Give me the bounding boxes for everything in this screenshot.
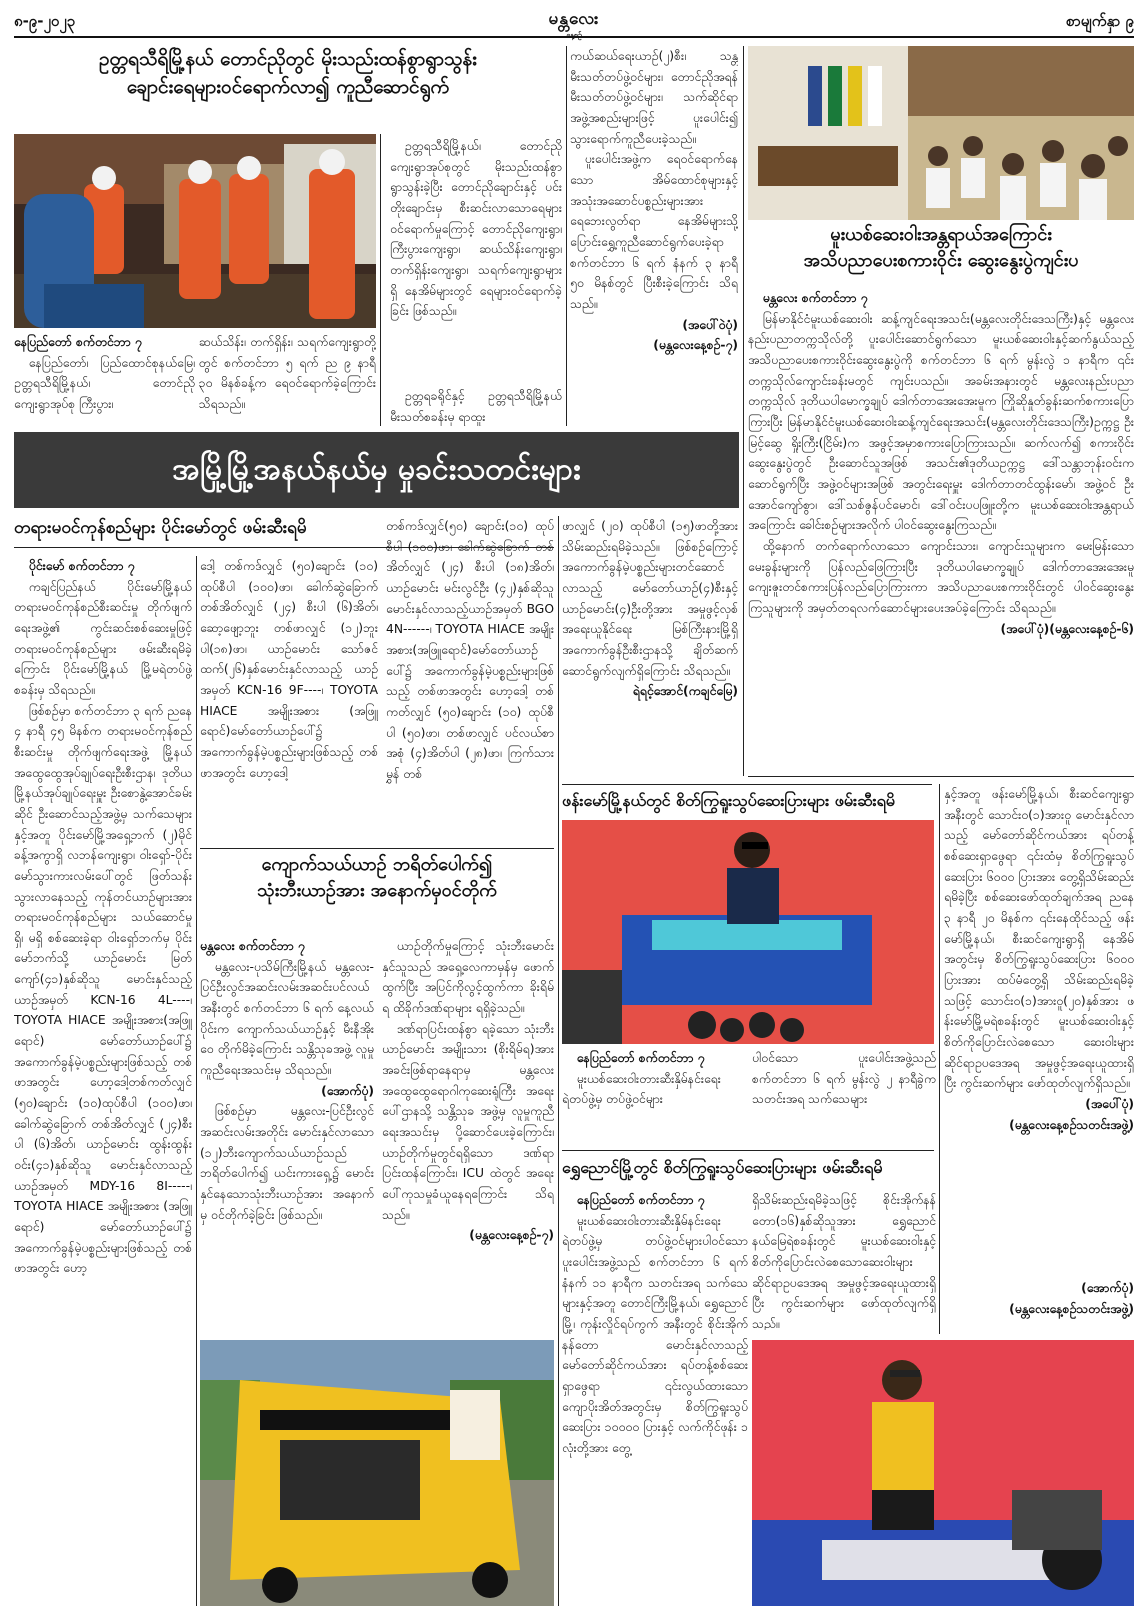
story2-headline: [748, 222, 1134, 284]
story5-col1: [562, 1048, 748, 1144]
story4-headline: [200, 852, 554, 932]
story1-photo-credit: (အပေါ်ဝဲပုံ): [682, 317, 738, 332]
story6-byline: နေပြည်တော် စက်တင်ဘာ ၇: [576, 1193, 705, 1207]
logo-subtext: နေ့စဉ်: [566, 30, 582, 39]
story1-col1: [14, 332, 376, 424]
story4-col1: [200, 936, 374, 1332]
story5-col1b: [752, 1048, 936, 1144]
story3-col1: [14, 556, 192, 1606]
story3-col2: [200, 556, 378, 844]
story5-text: မူးယစ်ဆေးဝါးတားဆီးနှိမ်နင်းရေးရဲတပ်ဖွဲ့မှ တပ်ဖွဲ့ဝင်များ: [562, 1071, 721, 1107]
page-header: [14, 8, 1134, 38]
column-rule: [743, 46, 744, 776]
column-rule: [939, 784, 940, 1334]
story1-col2-cont: [390, 386, 562, 426]
story1-col2: [390, 136, 562, 384]
story2-source: (အပေါ်ပုံ)(မန္တလေးနေ့စဉ်-၆): [1000, 621, 1134, 636]
story5-byline: နေပြည်တော် စက်တင်ဘာ ၇: [576, 1051, 705, 1065]
issue-date: ၈-၉-၂၀၂၃: [14, 12, 76, 30]
story5-col2: [944, 784, 1134, 1272]
story2-text2: ထို့နောက် တက်ရောက်လာသော ကျောင်းသား၊ ကျောင်းသူများက မေးမြန်းသောမေးခွန်းများကို ပြန်လည်ဖြေကြားပြီး ဒုတိယပါမောက္ခချုပ် ဒေါက်တာအေးအေးမူ ကျေးဇူးတင်စကားပြန်လည်ပြောကြားကာ အသိပညာပေးစကားဝိုင်းတွင် ပါဝင်ဆွေးနွေးကြသူများကို အမှတ်တရလက်ဆောင်များပေးအပ်ခဲ့ကြောင်း သိရသည်။: [748, 538, 1134, 615]
story6-photo-credit: (အောက်ပုံ): [1081, 1281, 1134, 1295]
story3-col3-text: တစ်ကဒ်လျှင်(၅၀) ချောင်း(၁၀) ထုပ်စီပါ (၁၀၀)ဖာ၊ ခေါက်ဆွဲခြောက် တစ်အိတ်လျှင် (၂၄) စီးပါ (၁၈)အိတ်၊ ယာဉ်မောင်း မင်းလွင်ဦး (၄၂)နှစ်ဆိုသူ မောင်းနှင်လာသည့်ယာဉ်အမှတ် BGO 4N------၊ TOYOTA HIACE အမျိုးအစား(အဖြူရောင်)မော်တော်ယာဉ်ပေါ်၌ အကောက်ခွန်မဲ့ပစ္စည်းများဖြစ်သည့် တစ်ဖာအတွင်း ဟော့ဒေါ့ တစ်ကတ်လျှင် (၅၀)ချောင်း (၁၀) ထုပ်စီပါ (၅၀)ဖာ၊ တစ်ဖာလျှင် ပင်လယ်စာအစုံ (၄)အိတ်ပါ (၂၈)ဖာ၊ ကြက်သားမွှန် တစ်: [386, 519, 554, 781]
column-rule: [566, 46, 567, 426]
row-rule: [200, 848, 554, 849]
story1-col3-text: ကယ်ဆယ်ရေးယာဉ်(၂)စီး၊ သန္တမီးသတ်တပ်ဖွဲ့ဝင်များ၊ တောင်ညိုအရန်မီးသတ်တပ်ဖွဲ့ဝင်များ၊ သက်ဆိုင်ရာအဖွဲ့အစည်းများဖြင့် ပူးပေါင်း၍ သွားရောက်ကူညီပေးခဲ့သည်။: [570, 49, 738, 146]
story6-col2: [752, 1190, 936, 1330]
story5-text-b: ပါဝင်သော ပူးပေါင်းအဖွဲ့သည် စက်တင်ဘာ ၆ ရက် မွန်းလွဲ ၂ နာရီခွဲက သတင်းအရ သက်သေများ: [752, 1051, 936, 1107]
story2-byline: မန္တလေး စက်တင်ဘာ ၇: [762, 291, 868, 305]
crime-news-banner: အမြို့မြို့အနယ်နယ်မှ မှုခင်းသတင်းများ: [14, 432, 739, 508]
story2-headline-line2: အသိပညာပေးစကားဝိုင်း ဆွေးနွေးပွဲကျင်းပ: [803, 250, 1079, 272]
story6-text: မူးယစ်ဆေးဝါးတားဆီးနှိမ်နင်းရေးရဲတပ်ဖွဲ့မှ တပ်ဖွဲ့ဝင်များပါဝင်သော ပူးပေါင်းအဖွဲ့သည် စက်တင်ဘာ ၆ ရက် နံနက် ၁၁ နာရီက သတင်းအရ သက်သေများနှင့်အတူ တောင်ကြီးမြို့နယ်၊ ရွှေညောင်မြို့၊ ကုန်းလှိုင်ရပ်ကွက် အနီးတွင် စိုင်းအိုက်နန်တော မောင်းနှင်လာသည့် မော်တော်ဆိုင်ကယ်အား ရပ်တန့်စစ်ဆေးရှာဖွေရာ ၎င်းလွယ်ထားသော ကျောပိုးအိတ်အတွင်းမှ စိတ်ကြွရူးသွပ်ဆေးပြား ၁၀၀၀၀ ပြားနှင့် လက်ကိုင်ဖုန်း ၁ လုံးတို့အား တွေ့: [562, 1213, 748, 1455]
story1-photo-rescue-workers: [14, 134, 376, 328]
logo-text: မန္တလေး: [548, 9, 600, 29]
story4-source: (မန္တလေးနေ့စဉ်-၇): [469, 1228, 554, 1243]
story1-col2-bottom: ဥတ္တရခရိုင်နှင့် ဥတ္တရသီရိမြို့နယ် မီးသတ်စခန်းမှ ရာထူး: [390, 389, 562, 424]
story1-col3-text2: ပူးပေါင်းအဖွဲ့က ရေဝင်ရောက်နေသော အိမ်ထောင်စုများနှင့် အသုံးအဆောင်ပစ္စည်းများအား ရေဘေးလွတ်ရာ နေအိမ်များသို့ ပြောင်းရွှေ့ကူညီဆောင်ရွက်ပေးခဲ့ရာ စက်တင်ဘာ ၆ ရက် နံနက် ၃ နာရီ ၅၀ မိနစ်တွင် ပြီးစီးခဲ့ကြောင်း သိရသည်။: [570, 152, 738, 311]
story4-byline: မန္တလေး စက်တင်ဘာ ၇: [200, 939, 305, 953]
story5-source: (မန္တလေးနေ့စဉ်သတင်းအဖွဲ့): [1009, 1117, 1134, 1132]
story2-text: မြန်မာနိုင်ငံမူးယစ်ဆေးဝါး ဆန့်ကျင်ရေးအသင်း(မန္တလေးတိုင်းဒေသကြီး)နှင့် မန္တလေးနည်းပညာတက္ကသိုလ်တို့ ပူးပေါင်းဆောင်ရွက်သော မူးယစ်ဆေးဝါးနှင့်ဆက်နွယ်သည့် အသိပညာပေးစကားဝိုင်းဆွေးနွေးပွဲကို စက်တင်ဘာ ၆ ရက် မွန်းလွဲ ၁ နာရီက ၎င်းတက္ကသိုလ်ကျောင်းခန်းမတွင် ကျင်းပသည်။ အခမ်းအနားတွင် မန္တလေးနည်းပညာတက္ကသိုလ် ဒုတိယပါမောက္ခချုပ် ဒေါက်တာအေးအေးမူက ကြိုဆိုနှုတ်ခွန်းဆက်စကားပြောကြားပြီး မြန်မာနိုင်ငံမူးယစ်ဆေးဝါးဆန့်ကျင်ရေးအသင်း(မန္တလေးတိုင်းဒေသကြီး)ဥက္ကဋ္ဌ ဦးမြင့်ဆွေ ရှိုးကြီး(ငြိမ်း)က အဖွင့်အမှာစကားပြောကြားသည်။ ဆက်လက်၍ စကားဝိုင်းဆွေးနွေးပွဲတွင် ဦးဆောင်သူအဖြစ် အသင်း၏ဒုတိယဥက္ကဋ္ဌ ဒေါ်သန္တာဘုန်းဝင်းကဆောင်ရွက်ပြီး အဖွဲ့ဝင်များအဖြစ် အတွင်းရေးမှူး ဒေါက်တာတင်ထွန်းမော်၊ အဖွဲ့ဝင် ဦးအောင်ကျော်စွာ၊ ဒေါ်သစ်ဇွန်ပင်မောင်၊ ဒေါ်ဝင်းပပဖြူးတို့က မူးယစ်ဆေးဝါးအန္တရာယ်အကြောင်း ခေါင်းစဉ်များအလိုက် ပါဝင်ဆွေးနွေးကြသည်။: [748, 311, 1134, 533]
story4-headline-line2: သုံးဘီးယာဉ်အား အနောက်မှဝင်တိုက်: [257, 880, 497, 902]
column-rule: [558, 516, 559, 1606]
story5-col2-text: နှင့်အတူ ဖန်းမော်မြို့နယ်၊ စီးဆင်ကျေးရွာအနီးတွင် သောင်းဝ(၁)အားဝူ မောင်းနှင်လာသည့် မော်တော်ဆိုင်ကယ်အား ရပ်တန့်စစ်ဆေးရှာဖွေရာ ၎င်းထံမှ စိတ်ကြွရူးသွပ်ဆေးပြား ၆၀၀၀ ပြားအား တွေ့ရှိသိမ်းဆည်းရမိခဲ့ပြီး စစ်ဆေးဖော်ထုတ်ချက်အရ ညနေ ၃ နာရီ ၂၀ မိနစ်က ၎င်းနေထိုင်သည့် ဖန်းမော်မြို့နယ်၊ စီးဆင်ကျေးရွာရှိ နေအိမ်အတွင်းမှ စိတ်ကြွရူးသွပ်ဆေးပြား ၆၀၀၀ ပြားအား ထပ်မံတွေ့ရှိ သိမ်းဆည်းရမိခဲ့သဖြင့် သောင်းဝ(၁)အားဝူ(၂၀)နှစ်အား ဖန်းမော်မြို့မရဲစခန်းတွင် မူးယစ်ဆေးဝါးနှင့် စိတ်ကိုပြောင်းလဲစေသော ဆေးဝါးများဆိုင်ရာဥပဒေအရ အမှုဖွင့်အရေးယူထားရှိပြီး ကွင်းဆက်များ ဖော်ထုတ်လျက်ရှိသည်။: [944, 787, 1134, 1091]
story5-headline-text: ဖန်းမော်မြို့နယ်တွင် စိတ်ကြွရူးသွပ်ဆေးပြားများ ဖမ်းဆီးရမိ: [562, 791, 895, 810]
story3-col2-text: ဒေါ့ တစ်ကဒ်လျှင် (၅၀)ချောင်း (၁၀) ထုပ်စီပါ (၁၀၀)ဖာ၊ ခေါက်ဆွဲခြောက် တစ်အိတ်လျှင် (၂၄) စီးပါ (၆)အိတ်၊ ဆော့ဖျော့ဘူး တစ်ဖာလျှင် (၁၂)ဘူးပါ(၁၈)ဖာ၊ ယာဉ်မောင်း သော်ဇင်ထက်(၂၆)နှစ်မောင်းနှင်လာသည့် ယာဉ်အမှတ် KCN-16 9F----၊ TOYOTA HIACE အမျိုးအစား (အဖြူရောင်)မော်တော်ယာဉ်ပေါ်၌ အကောက်ခွန်မဲ့ပစ္စည်းများဖြစ်သည့် တစ်ဖာအတွင်း ဟော့ဒေါ့: [200, 559, 378, 780]
story4-text: မန္တလေး-ပုသိမ်ကြီးမြို့နယ် မန္တလေး-ပြင်ဦးလွင်အဆင်းလမ်းအဆင်းပင်လယ်အနီးတွင် စက်တင်ဘာ ၆ ရက် နေ့လယ်ပိုင်းက ကျောက်သယ်ယာဉ်နှင့် မီးနီအိုးဝေ တိုက်မိခဲ့ကြောင်း သန္တိသုခအဖွဲ့ လူမှုကူညီရေးအသင်းမှ သိရသည်။: [200, 959, 374, 1077]
column-rule: [196, 556, 197, 1606]
story3-text: ကချင်ပြည်နယ် ပိုင်းမော်မြို့နယ် တရားမဝင်ကုန်စည်စီးဆင်းမှု တိုက်ဖျက်ရေးအဖွဲ့၏ ကွင်းဆင်းစစ်ဆေးမှုဖြင့် တရားမဝင်ကုန်စည်များ ဖမ်းဆီးရမိခဲ့ကြောင်း ပိုင်းမော်မြို့နယ် မြို့မရဲတပ်ဖွဲ့စခန်းမှ သိရသည်။: [14, 579, 192, 697]
story5-headline: [562, 784, 932, 814]
story1-headline: [14, 46, 562, 130]
masthead-logo: [519, 8, 629, 39]
story3-col4: [562, 516, 738, 778]
story6-source: (မန္တလေးနေ့စဉ်သတင်းအဖွဲ့): [1009, 1301, 1134, 1316]
story4-photo-credit: (အောက်ပုံ): [321, 1083, 374, 1098]
story3-col3: [386, 516, 554, 844]
story4-headline-line1: ကျောက်သယ်ယာဉ် ဘရိတ်ပေါက်၍: [261, 854, 493, 875]
story4-text2: ဖြစ်စဉ်မှာ မန္တလေး-ပြင်ဦးလွင်အဆင်းလမ်းအတိုင်း မောင်းနှင်လာသော (၁၂)ဘီးကျောက်သယ်ယာဉ်သည် ဘရိတ်ပေါက်၍ ယင်းကားရှေ့၌ မောင်းနှင်နေသောသုံးဘီးယာဉ်အား အနောက်မှ ဝင်တိုက်ခဲ့ခြင်း ဖြစ်သည်။: [200, 1104, 374, 1222]
story4-col2-text: ယာဉ်တိုက်မှုကြောင့် သုံးဘီးမောင်းနှင်သူသည် အရှေ့လေကာမှန်မှ ဖောက်ထွက်ပြီး အပြင်ကိုလွင့်ထွက်ကာ ခိုးရိမ်ရ ထိခိုက်ဒဏ်ရာများ ရရှိခဲ့သည်။: [382, 939, 554, 1015]
story1-source: (မန္တလေးနေ့စဉ်-၇): [653, 338, 738, 353]
story1-headline-line2: ချောင်းရေများဝင်ရောက်လာ၍ ကူညီဆောင်ရွက်: [126, 75, 450, 98]
story1-headline-line1: ဥတ္တရသီရိမြို့နယ် တောင်ညိုတွင် မိုးသည်းထန်စွာရွာသွန်း: [99, 48, 477, 70]
story3-text2: ဖြစ်စဉ်မှာ စက်တင်ဘာ ၃ ရက် ညနေ ၄ နာရီ ၄၅ မိနစ်က တရားမဝင်ကုန်စည်စီးဆင်းမှု တိုက်ဖျက်ရေးအဖွဲ့ မြို့နယ်အထွေထွေအုပ်ချုပ်ရေးဦးစီးဌာန၊ ဒုတိယမြို့နယ်အုပ်ချုပ်ရေးမှူး ဦးစောနွဲ့အောင်ခမ်းဆိုင် ဦးဆောင်သည့်အဖွဲ့မှ သက်သေများနှင့်အတူ ပိုင်းမော်မြို့အရှေ့ဘက် (၂)မိုင်ခန့်အကွာရှိ လဘန်ကျေးရွာ၊ ဝါးရှော်-ပိုင်းမော်သွားကားလမ်းပေါ်တွင် ဖြတ်သန်းသွားလာနေသည့် ကုန်တင်ယာဉ်များအား တရားမဝင်ကုန်စည်များ သယ်ဆောင်မှု ရှိ၊ မရှိ စစ်ဆေးခဲ့ရာ ဝါးရှော်ဘက်မှ ပိုင်းမော်ဘက်သို့ ယာဉ်မောင်း မြတ်ကျော်(၄၁)နှစ်ဆိုသူ မောင်းနှင်သည့် ယာဉ်အမှတ် KCN-16 4L----၊ TOYOTA HIACE အမျိုးအစား(အဖြူရောင်) မော်တော်ယာဉ်ပေါ်၌ အကောက်ခွန်မဲ့ပစ္စည်းများဖြစ်သည့် တစ်ဖာအတွင်း ဟော့ဒေါ့တစ်ကတ်လျှင် (၅၀)ချောင်း (၁၀)ထုပ်စီပါ (၁၀၀)ဖာ၊ ခေါက်ဆွဲခြောက် တစ်အိတ်လျှင် (၂၄)စီးပါ (၆)အိတ်၊ ယာဉ်မောင်း ထွန်းထွန်းဝင်း(၄၁)နှစ်ဆိုသူ မောင်းနှင်လာသည့် ယာဉ်အမှတ် MDY-16 8I-----၊ TOYOTA HIACE အမျိုးအစား (အဖြူရောင်) မော်တော်ယာဉ်ပေါ်၌ အကောက်ခွန်မဲ့ပစ္စည်းများဖြစ်သည့် တစ်ဖာအတွင်း ဟော့: [14, 703, 192, 1276]
story6-headline: [562, 1150, 934, 1182]
story5-photo-credit: (အပေါ်ပုံ): [1085, 1096, 1134, 1111]
story3-byline: ပိုင်းမော် စက်တင်ဘာ ၇: [28, 559, 135, 573]
story5-photo-seized-pills: [562, 820, 934, 1044]
story1-col2-text: ဥတ္တရသီရိမြို့နယ်၊ တောင်ညိုကျေးရွာအုပ်စုတွင် မိုးသည်းထန်စွာရွာသွန်းခဲ့ပြီး တောင်ညိုချောင်းနှင့် ပင်းတိုးချောင်းမှ စီးဆင်းလာသောရေများဝင်ရောက်မှုကြောင့် တောင်ညိုကျေးရွာ၊ ကြီးပွားကျေးရွာ၊ ဆယ်သိန်းကျေးရွာ၊ တက်ရှိန်းကျေးရွာ၊ သရက်ကျေးရွာများရှိ နေအိမ်များတွင် ရေများဝင်ရောက်ခဲ့ခြင်း ဖြစ်သည်။: [390, 139, 562, 319]
story3-source: ရဲရင့်အောင်(ကချင်မြေ): [632, 684, 738, 699]
story4-col2: [382, 936, 554, 1332]
story2-photo-seminar: [748, 46, 1134, 220]
story6-col2-text: ရှိသိမ်းဆည်းရမိခဲ့သဖြင့် စိုင်းအိုက်နန်တော(၁၆)နှစ်ဆိုသူအား ရွှေညောင်နယ်မြေရဲစခန်းတွင် မူးယစ်ဆေးဝါးနှင့် စိတ်ကိုပြောင်းလဲစေသောဆေးဝါးများဆိုင်ရာဥပဒေအရ အမှုဖွင့်အရေးယူထားရှိပြီး ကွင်းဆက်များ ဖော်ထုတ်လျက်ရှိသည်။: [752, 1193, 936, 1330]
story1-col3: [570, 46, 738, 424]
story2-body: [748, 288, 1134, 774]
story1-col1-right: ဆယ်သိန်း၊ တက်ရှိန်း၊ သရက်ကျေးရွာတို့တွင် စက်တင်ဘာ ၅ ရက် ည ၉ နာရီ ၃၀ မိနစ်ခန့်က ရေဝင်ရောက်ခဲ့ကြောင်း သိရသည်။: [198, 335, 376, 411]
story6-headline-text: ရွှေညောင်မြို့တွင် စိတ်ကြွရူးသွပ်ဆေးပြားများ ဖမ်းဆီးရမိ: [562, 1158, 883, 1177]
story4-photo-three-wheeler: [200, 1340, 554, 1606]
story1-byline: နေပြည်တော် စက်တင်ဘာ ၇: [14, 335, 142, 349]
story3-headline-text: တရားမဝင်ကုန်စည်များ ပိုင်းမော်တွင် ဖမ်းဆီးရမိ: [14, 518, 307, 538]
story4-col2b-text: ဒဏ်ရာပြင်းထန်စွာ ရခဲ့သော သုံးဘီး ယာဉ်မောင်း အမျိုးသား (စိုးရိမ်ရ)အား အခင်းဖြစ်ရာနေရာမှ မန္တလေးအထွေထွေရောဂါကုဆေးရုံကြီး အရေးပေါ်ဌာနသို့ သန္တိသုခ အဖွဲ့မှ လူမှုကူညီရေးအသင်းမှ ပို့ဆောင်ပေးခဲ့ကြောင်း၊ ယာဉ်တိုက်မှုတွင်ရရှိသော ဒဏ်ရာပြင်းထန်ကြောင်း၊ ICU ထဲတွင် အရေးပေါ်ကုသမှုခံယူနေရကြောင်း သိရသည်။: [382, 1021, 554, 1222]
row-rule: [748, 776, 1134, 777]
column-rule: [380, 134, 381, 426]
story1-col1-text: နေပြည်တော်၊ ပြည်ထောင်စုနယ်မြေ၊ ဥတ္တရသီရိမြို့နယ်၊ တောင်ညိုကျေးရွာအုပ်စု ကြီးပွား၊: [14, 355, 195, 411]
story3-col4-text: ဖာလျှင် (၂၀) ထုပ်စီပါ (၁၅)ဖာတို့အား သိမ်းဆည်းရမိခဲ့သည်။ ဖြစ်စဉ်ကြောင့် အကောက်ခွန်မဲ့ပစ္စည်းများတင်ဆောင်လာသည့် မော်တော်ယာဉ်(၄)စီးနှင့် ယာဉ်မောင်း(၄)ဦးတို့အား အမှုဖွင့်လှစ်အရေးယူနိုင်ရေး မြစ်ကြီးနားမြို့ရှိ အကောက်ခွန်ဦးစီးဌာနသို့ ချိတ်ဆက်ဆောင်ရွက်လျက်ရှိကြောင်း သိရသည်။: [562, 519, 738, 678]
page-number: စာမျက်နှာ ၉: [1066, 12, 1134, 30]
story2-headline-line1: မူးယစ်ဆေးဝါးအန္တရာယ်အကြောင်း: [830, 224, 1052, 245]
story6-col3: [944, 1278, 1134, 1336]
story6-col1: [562, 1190, 748, 1608]
story6-photo-suspect: [752, 1340, 1134, 1606]
